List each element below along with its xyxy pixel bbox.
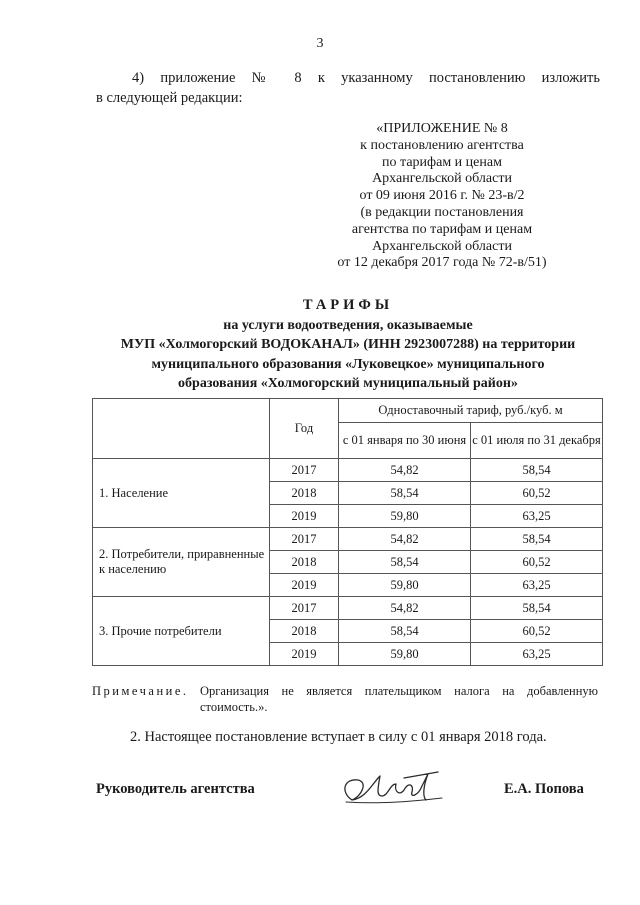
title-line: муниципального образования «Луковецкое» муниципального — [151, 356, 545, 372]
category-cell: 3. Прочие потребители — [93, 597, 270, 666]
title-heading: ТАРИФЫ — [302, 297, 394, 313]
year-cell: 2019 — [270, 643, 339, 666]
appendix-line: (в редакции постановления — [360, 204, 524, 220]
header-period-1: с 01 января по 30 июня — [339, 423, 471, 459]
header-empty-cell — [93, 399, 270, 459]
item-4-paragraph — [96, 68, 600, 108]
year-cell: 2017 — [270, 597, 339, 620]
tariff-cell: 58,54 — [471, 459, 603, 482]
item-4-line-2: в следующей редакции: — [96, 90, 243, 106]
title-line: МУП «Холмогорский ВОДОКАНАЛ» (ИНН 2923007288) на территории — [120, 337, 576, 352]
note-text: Организация не является плательщиком налога на добавленную стоимость.». — [200, 684, 598, 714]
tariff-cell: 58,54 — [339, 551, 471, 574]
document-title — [96, 296, 600, 394]
header-year: Год — [270, 399, 339, 459]
appendix-line: Архангельской области — [372, 238, 512, 254]
table-row — [93, 459, 603, 482]
tariff-cell: 58,54 — [339, 482, 471, 505]
year-cell: 2018 — [270, 482, 339, 505]
tariff-cell: 60,52 — [471, 482, 603, 505]
tariff-cell: 60,52 — [471, 551, 603, 574]
appendix-line: от 09 июня 2016 г. № 23-в/2 — [359, 188, 525, 204]
appendix-line: по тарифам и ценам — [382, 154, 502, 170]
item-4-line-1: 4) приложение № 8 к указанному постановлению изложить — [132, 70, 600, 86]
tariff-cell: 60,52 — [471, 620, 603, 643]
handwritten-signature — [338, 766, 450, 810]
tariff-cell: 63,25 — [471, 643, 603, 666]
tariff-cell: 59,80 — [339, 505, 471, 528]
year-cell: 2019 — [270, 505, 339, 528]
tariff-cell: 59,80 — [339, 574, 471, 597]
header-period-2: с 01 июля по 31 декабря — [471, 423, 603, 459]
year-cell: 2018 — [270, 551, 339, 574]
tariff-cell: 58,54 — [471, 597, 603, 620]
year-cell: 2017 — [270, 528, 339, 551]
page-number: 3 — [316, 36, 324, 51]
appendix-line: «ПРИЛОЖЕНИЕ № 8 — [376, 121, 508, 136]
clause-2: 2. Настоящее постановление вступает в силу с 01 января 2018 года. — [130, 729, 547, 745]
tariff-table — [92, 398, 603, 666]
appendix-stamp — [320, 121, 564, 272]
tariff-cell: 58,54 — [339, 620, 471, 643]
note — [92, 683, 602, 715]
tariff-cell: 63,25 — [471, 505, 603, 528]
title-line: на услуги водоотведения, оказываемые — [223, 317, 473, 333]
title-line: образования «Холмогорский муниципальный район» — [178, 376, 518, 391]
header-tariff: Одноставочный тариф, руб./куб. м — [339, 399, 603, 423]
appendix-line: к постановлению агентства — [360, 137, 524, 153]
tariff-cell: 63,25 — [471, 574, 603, 597]
appendix-line: агентства по тарифам и ценам — [351, 221, 533, 237]
note-label: Примечание. — [92, 684, 189, 698]
tariff-cell: 59,80 — [339, 643, 471, 666]
appendix-line: Архангельской области — [372, 171, 512, 187]
appendix-line: от 12 декабря 2017 года № 72-в/51) — [337, 255, 547, 271]
year-cell: 2018 — [270, 620, 339, 643]
tariff-cell: 54,82 — [339, 528, 471, 551]
table-row — [93, 528, 603, 551]
table-row — [93, 597, 603, 620]
tariff-cell: 54,82 — [339, 597, 471, 620]
tariff-cell: 54,82 — [339, 459, 471, 482]
year-cell: 2017 — [270, 459, 339, 482]
category-cell: 2. Потребители, приравненные к населению — [93, 528, 270, 597]
signatory-name: Е.А. Попова — [504, 781, 584, 797]
tariff-cell: 58,54 — [471, 528, 603, 551]
signatory-role: Руководитель агентства — [96, 781, 255, 797]
year-cell: 2019 — [270, 574, 339, 597]
category-cell: 1. Население — [93, 459, 270, 528]
